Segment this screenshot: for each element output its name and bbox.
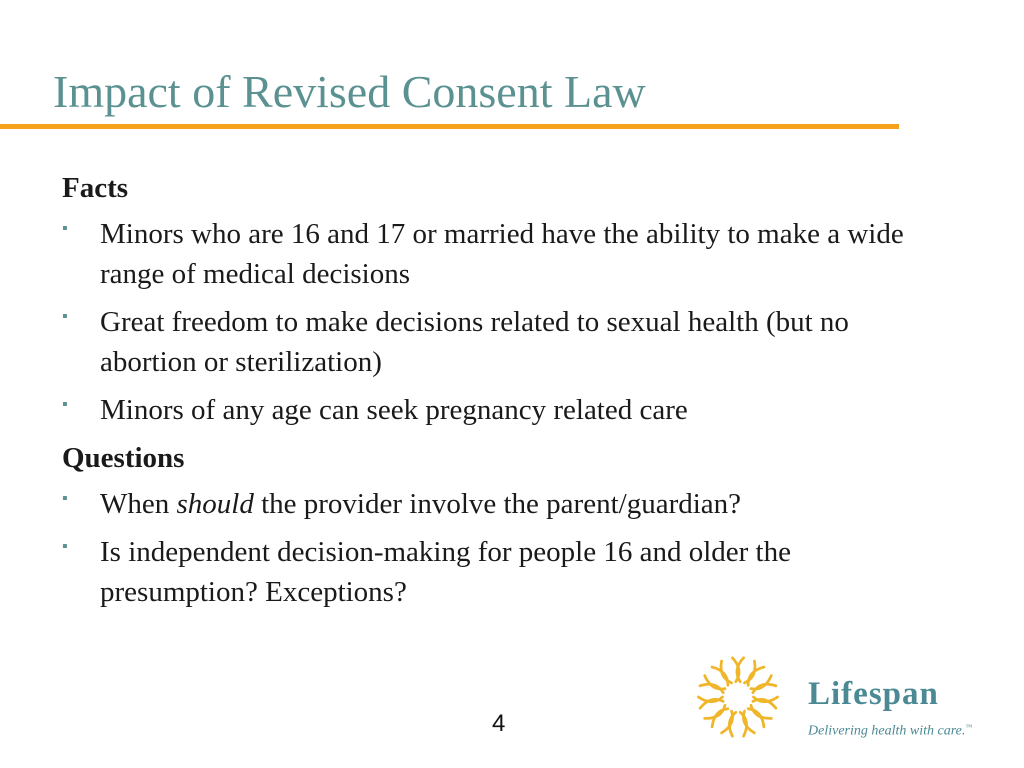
sunburst-ray [721, 661, 732, 683]
bullet-text: Minors who are 16 and 17 or married have the ability to make a wide range of medical decisions [100, 218, 904, 290]
tagline-text: Delivering health with care. [808, 723, 966, 739]
facts-heading: Facts [62, 172, 129, 204]
title-underline [0, 124, 899, 129]
list-item [62, 390, 912, 430]
question-text-start: When [100, 488, 177, 520]
bullet-text: Minors of any age can seek pregnancy related care [100, 394, 688, 426]
sunburst-ray [740, 712, 746, 736]
question-text-end: the provider involve the parent/guardian? [253, 488, 742, 520]
emphasis-text: should [176, 488, 254, 520]
bullet-icon: ▪ [62, 396, 68, 413]
bullet-icon: ▪ [62, 490, 68, 507]
sunburst-ray [705, 705, 725, 718]
slide-body [62, 168, 912, 620]
sunburst-ray [748, 667, 764, 685]
sunburst-ray [753, 684, 776, 692]
bullet-icon: ▪ [62, 308, 68, 325]
logo-wordmark: Lifespan [808, 676, 939, 712]
sunburst-ray [705, 676, 725, 689]
list-item [62, 302, 912, 382]
sunburst-ray [751, 676, 771, 689]
bullet-text: Great freedom to make decisions related to sexual health (but no abortion or sterilization) [100, 306, 849, 378]
list-item [62, 214, 912, 294]
bullet-text [100, 488, 741, 520]
logo-tagline [808, 723, 972, 740]
sunburst-ray [748, 709, 764, 727]
bullet-icon: ▪ [62, 220, 68, 237]
slide-title: Impact of Revised Consent Law [53, 66, 646, 117]
bullet-icon: ▪ [62, 538, 68, 555]
list-item [62, 532, 912, 612]
page-number: 4 [492, 710, 506, 737]
list-item [62, 484, 912, 524]
bullet-text: Is independent decision-making for people 16 and older the presumption? Exceptions? [100, 536, 791, 608]
questions-heading: Questions [62, 442, 185, 474]
sunburst-icon [695, 654, 781, 740]
trademark-mark: ™ [965, 723, 973, 731]
